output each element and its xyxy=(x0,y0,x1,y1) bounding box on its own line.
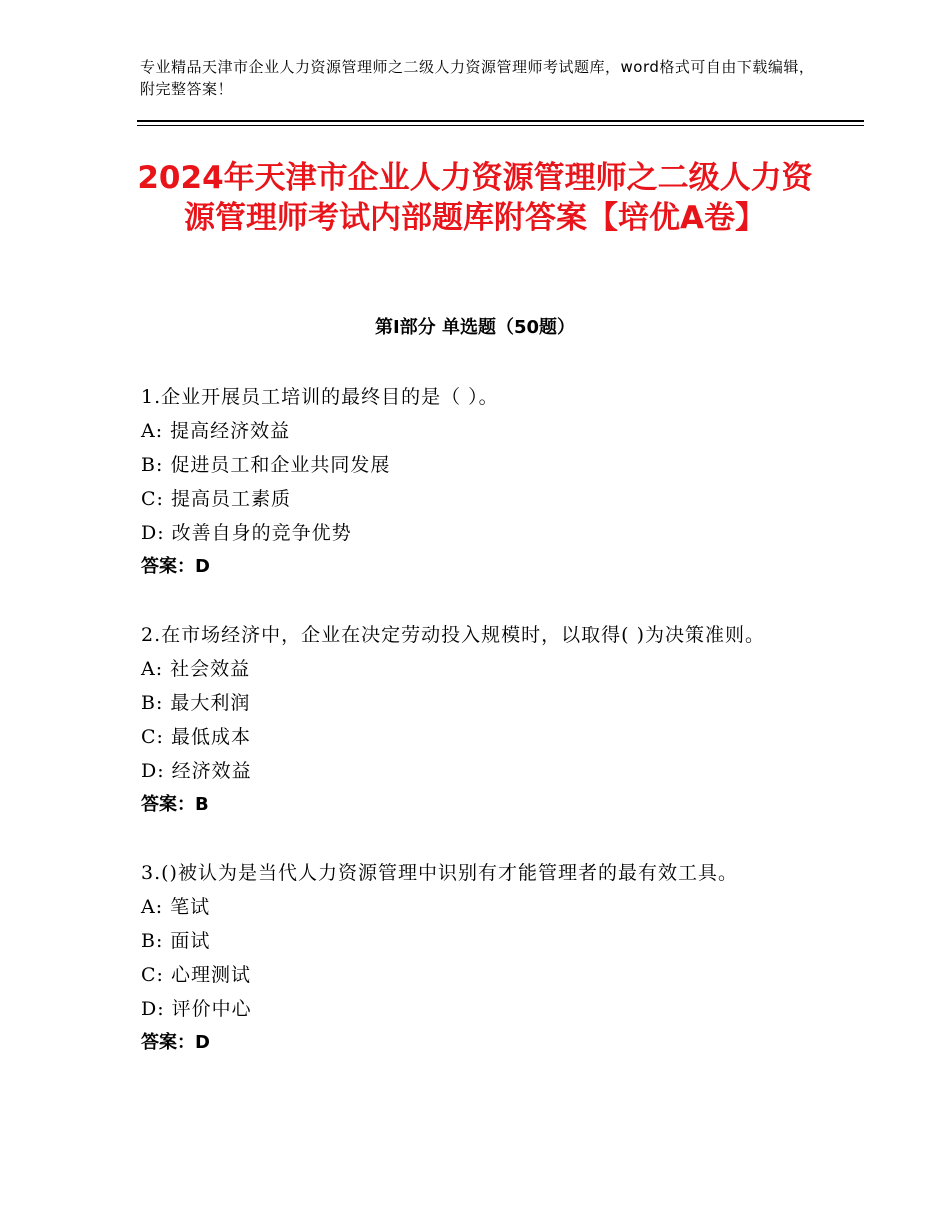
question-1 xyxy=(141,380,821,584)
option-d: D: 评价中心 xyxy=(141,998,252,1020)
document-title: 2024年天津市企业人力资源管理师之二级人力资源管理师考试内部题库附答案【培优A卷】 xyxy=(137,160,813,236)
answer: 答案：B xyxy=(141,794,209,815)
option-a: A: 提高经济效益 xyxy=(141,420,291,442)
option-b: B: 促进员工和企业共同发展 xyxy=(141,454,391,476)
option-b: B: 面试 xyxy=(141,930,211,952)
option-d: D: 经济效益 xyxy=(141,760,252,782)
option-b: B: 最大利润 xyxy=(141,692,251,714)
option-c: C: 最低成本 xyxy=(141,726,251,748)
option-a: A: 社会效益 xyxy=(141,658,251,680)
question-3 xyxy=(141,856,821,1060)
header-rule-thick xyxy=(137,120,864,122)
question-text: 3.()被认为是当代人力资源管理中识别有才能管理者的最有效工具。 xyxy=(141,862,738,884)
option-c: C: 心理测试 xyxy=(141,964,251,986)
option-d: D: 改善自身的竞争优势 xyxy=(141,522,352,544)
header-note: 专业精品天津市企业人力资源管理师之二级人力资源管理师考试题库，word格式可自由下载编辑，附完整答案！ xyxy=(140,58,815,98)
answer: 答案：D xyxy=(141,1032,210,1053)
section-heading: 第Ⅰ部分 单选题（50题） xyxy=(374,317,575,338)
question-text: 2.在市场经济中，企业在决定劳动投入规模时，以取得( )为决策准则。 xyxy=(141,624,765,646)
question-list xyxy=(141,380,821,1094)
answer: 答案：D xyxy=(141,556,210,577)
header-rule-thin xyxy=(137,125,864,126)
option-a: A: 笔试 xyxy=(141,896,211,918)
option-c: C: 提高员工素质 xyxy=(141,488,291,510)
question-2 xyxy=(141,618,821,822)
question-text: 1.企业开展员工培训的最终目的是（ ）。 xyxy=(141,386,499,408)
